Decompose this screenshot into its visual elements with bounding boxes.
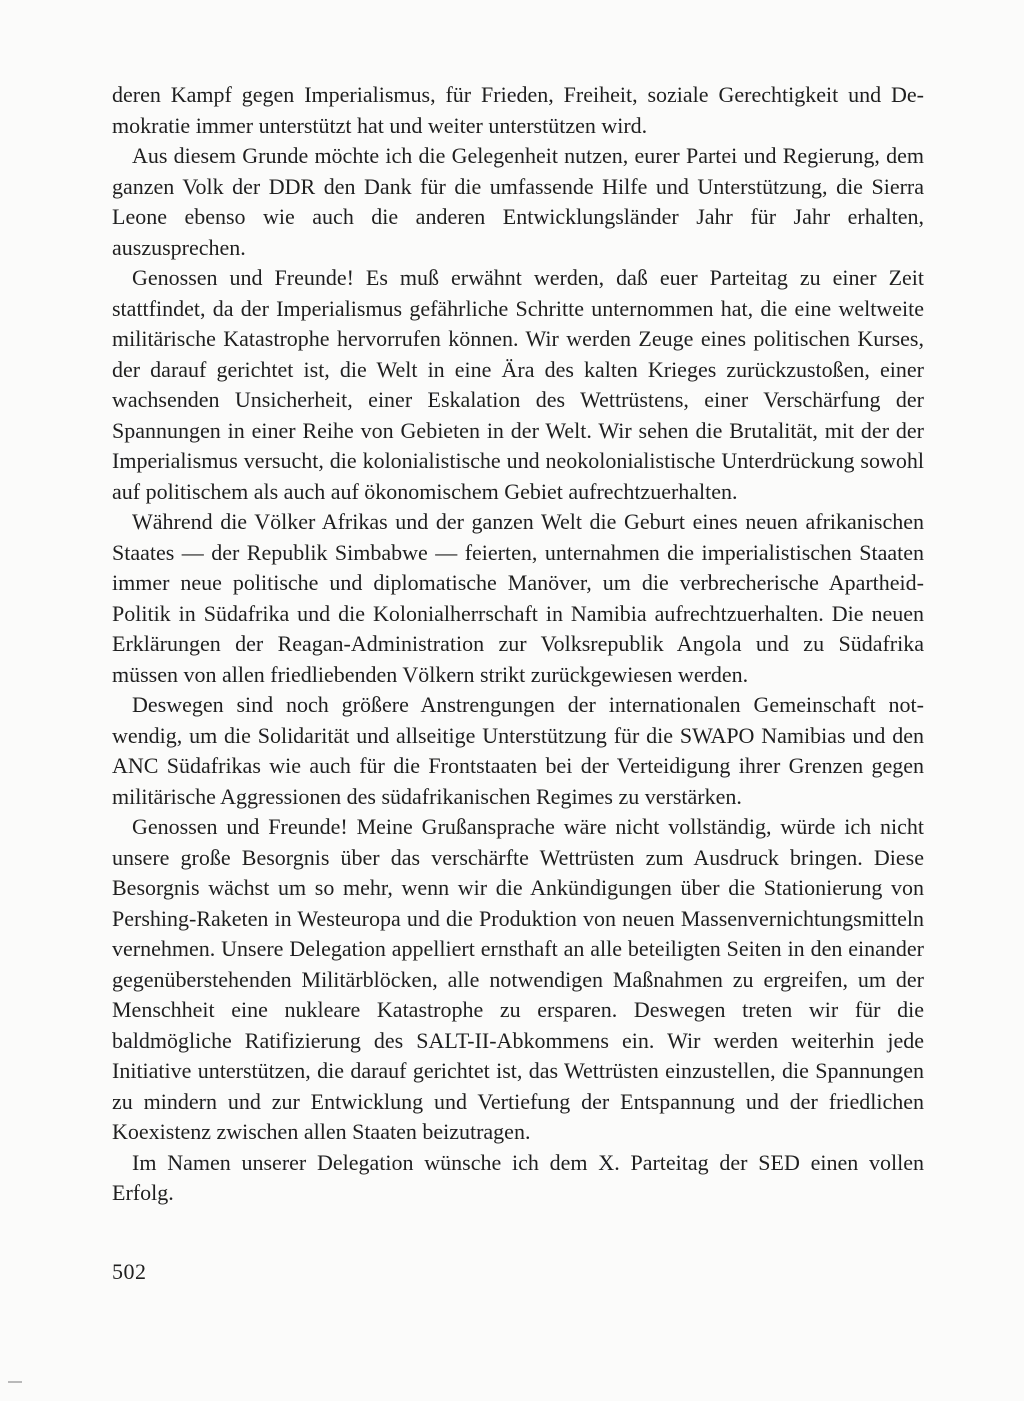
paragraph-5: Deswegen sind noch größere Anstrengungen der internationalen Gemeinschaft notwendig, um die Solidarität und allseitige Unterstützung für die SWAPO Namibias und den ANC Südafrikas wie auch für die Frontstaaten bei der Verteidigung ihrer Grenzen gegen militärische Aggressionen des südafrikanischen Regimes zu verstärken. xyxy=(112,692,924,809)
paragraph-2: Aus diesem Grunde möchte ich die Gelegenheit nutzen, eurer Partei und Regierung, dem ganzen Volk der DDR den Dank für die umfassende Hilfe und Unterstützung, die Sierra Leone ebenso wie auch die anderen Entwicklungsländer Jahr für Jahr erhalten, auszusprechen. xyxy=(112,143,924,260)
paragraph-6: Genossen und Freunde! Meine Grußansprache wäre nicht vollständig, würde ich nicht unsere große Besorgnis über das verschärfte Wettrüsten zum Ausdruck bringen. Diese Besorgnis wächst um so mehr, wenn wir die Ankündigungen über die Stationierung von Pershing-Raketen in Westeuropa und die Produktion von neuen Massenvernichtungsmitteln vernehmen. Unsere Delegation appelliert ernsthaft an alle beteiligten Seiten in den einander gegenüberstehenden Militärblöcken, alle notwendigen Maßnahmen zu ergreifen, um der Menschheit eine nukleare Katastrophe zu ersparen. Deswegen treten wir für die baldmögliche Ratifizierung des SALT-II-Abkommens ein. Wir werden weiterhin jede Initiative unterstützen, die darauf gerichtet ist, das Wettrüsten einzustellen, die Spannungen zu mindern und zur Entwicklung und Vertiefung der Entspannung und der friedlichen Koexistenz zwischen allen Staaten beizutragen. xyxy=(112,814,924,1144)
paragraph-3: Genossen und Freunde! Es muß erwähnt werden, daß euer Parteitag zu einer Zeit stattfindet, da der Imperialismus gefährliche Schritte unternommen hat, die eine weltweite militärische Katastrophe hervorrufen können. Wir werden Zeuge eines politischen Kurses, der darauf gerichtet ist, die Welt in eine Ära des kalten Krieges zurückzustoßen, einer wachsenden Unsicherheit, einer Eskalation des Wettrüstens, einer Verschärfung der Spannungen in einer Reihe von Gebieten in der Welt. Wir sehen die Brutalität, mit der der Imperialismus versucht, die kolonialistische und neokolonialistische Unterdrückung sowohl auf politischem als auch auf ökonomischem Gebiet aufrechtzuerhalten. xyxy=(112,265,924,504)
page-number: 502 xyxy=(112,1259,147,1284)
scan-edge-mark xyxy=(8,1381,22,1383)
paragraph-4: Während die Völker Afrikas und der ganzen Welt die Geburt eines neuen afrikanischen Staates — der Republik Simbabwe — feierten, unternahmen die imperialistischen Staaten immer neue politische und diplomatische Manöver, um die verbrecherische Apartheid-Politik in Südafrika und die Kolonialherrschaft in Namibia aufrechtzuerhalten. Die neuen Erklärungen der Reagan-Administration zur Volksrepublik Angola und zu Südafrika müssen von allen friedliebenden Völkern strikt zurückgewiesen werden. xyxy=(112,509,924,687)
body-text xyxy=(112,80,924,1209)
paragraph-1: deren Kampf gegen Imperialismus, für Frieden, Freiheit, soziale Gerechtigkeit und Demokratie immer unterstützt hat und weiter unterstützen wird. xyxy=(112,82,924,138)
paragraph-7: Im Namen unserer Delegation wünsche ich dem X. Parteitag der SED einen vollen Erfolg. xyxy=(112,1149,924,1205)
